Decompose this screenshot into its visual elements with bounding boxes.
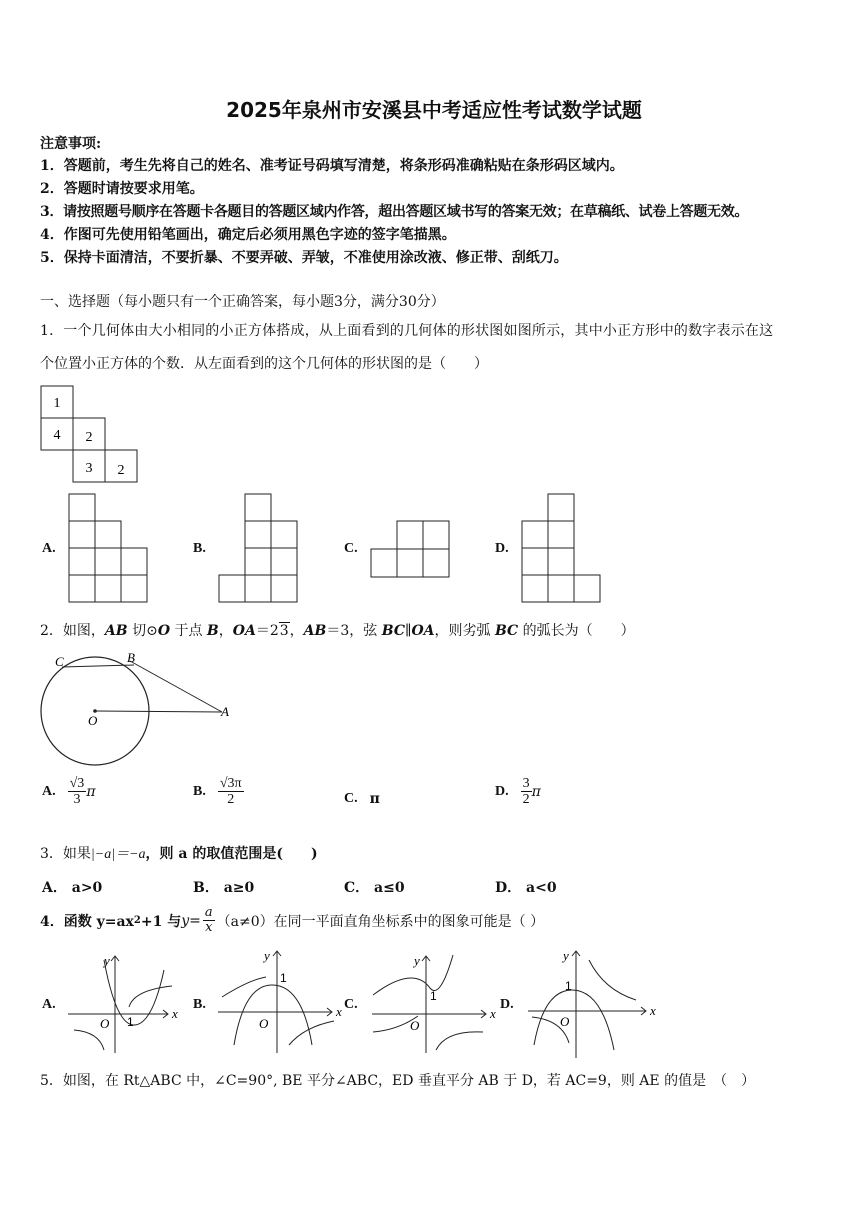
q2-text: 于点 [170, 623, 207, 639]
grid-cell-value: 2 [117, 463, 125, 478]
q2-stem [40, 620, 635, 640]
q4-text: = [189, 912, 201, 929]
q1-line1: 1．一个几何体由大小相同的小正方体搭成，从上面看到的几何体的形状图如图所示，其中小正方形中的数字表示在这 [40, 323, 774, 339]
q4-text: y [181, 912, 190, 929]
notice-item-5: 5．保持卡面清洁，不要折暴、不要弄破、弄皱，不准使用涂改液、修正带、刮纸刀。 [40, 250, 568, 266]
q1-option-d-label[interactable]: D. [495, 541, 509, 556]
q2-sqrt: 3 [279, 623, 289, 639]
q3-text: 3．如果 [40, 846, 91, 862]
q5-stem: 5．如图，在 Rt△ABC 中，∠C=90°, BE 平分∠ABC，ED 垂直平分 AB 于 D，若 AC=9，则 AE 的值是 （ ） [40, 1073, 756, 1089]
point-label-o: O [88, 713, 98, 728]
q4-option-a-graph[interactable] [64, 950, 184, 1055]
option-label: A． [42, 880, 67, 896]
q3-expression: |−a|＝−a [90, 847, 146, 862]
axis-label-y: y [563, 948, 569, 963]
q3-option-d[interactable] [495, 877, 557, 897]
q2-option-fraction [218, 776, 244, 808]
q2-text: 切⊙ [127, 623, 158, 639]
q2-option-label: A. [42, 783, 56, 799]
q2-option-a[interactable] [42, 776, 96, 808]
q2-text: B [206, 623, 219, 639]
q4-option-b-label[interactable]: B. [193, 997, 206, 1012]
axis-label-x: x [490, 1006, 496, 1021]
option-value: a<0 [526, 880, 557, 896]
q2-option-c[interactable] [344, 791, 380, 807]
option-value: a≥0 [223, 880, 255, 896]
tick-label-one: 1 [280, 971, 287, 985]
axis-label-x: x [650, 1003, 656, 1018]
grid-cell-value: 2 [85, 430, 93, 445]
option-value: a>0 [71, 880, 103, 896]
q2-circle-figure [38, 650, 238, 770]
origin-label: O [410, 1018, 420, 1033]
axis-label-x: x [336, 1004, 342, 1019]
fraction-denominator: x [205, 920, 213, 936]
q2-text: 2．如图， [40, 623, 105, 639]
q2-text: ， [289, 623, 304, 639]
q2-option-fraction [68, 776, 87, 808]
q3-stem [40, 843, 318, 863]
grid-cell-value: 3 [85, 461, 93, 476]
q2-text: O [157, 623, 171, 639]
q2-text: ∥ [404, 623, 412, 639]
q1-option-c-label[interactable]: C. [344, 541, 358, 556]
q3-option-b[interactable] [193, 877, 254, 897]
q4-option-b-graph[interactable] [214, 945, 349, 1055]
q4-stem [40, 906, 544, 936]
q2-option-label: D. [495, 783, 509, 799]
q2-text: BC [494, 623, 519, 639]
option-label: B． [193, 880, 219, 896]
q2-text: ＝2 [255, 623, 279, 639]
fraction-numerator: a [204, 905, 213, 920]
page-title: 2025年泉州市安溪县中考适应性考试数学试题 [226, 98, 642, 122]
q4-text: （a≠0）在同一平面直角坐标系中的图象可能是（ ） [216, 913, 545, 930]
q4-sup: 2 [133, 915, 141, 927]
q4-text: +1 与 [140, 913, 182, 930]
q2-text: OA [232, 623, 256, 639]
point-label-c: C [55, 654, 64, 669]
q1-option-a-label[interactable]: A. [42, 541, 56, 556]
section-heading: 一、选择题（每小题只有一个正确答案，每小题3分，满分30分） [40, 294, 445, 310]
q2-option-d[interactable] [495, 776, 541, 808]
q1-option-a-figure[interactable] [68, 493, 150, 603]
fraction-denominator: 3 [73, 792, 81, 808]
q4-option-c-graph[interactable] [368, 950, 503, 1055]
grid-cell-value: 1 [53, 396, 61, 411]
option-label: C． [344, 880, 370, 896]
notice-item-1: 1．答题前，考生先将自己的姓名、准考证号码填写清楚，将条形码准确粘贴在条形码区域内。 [40, 158, 624, 174]
q3-option-a[interactable] [42, 877, 102, 897]
tick-label-one: 1 [565, 979, 572, 993]
q2-option-fraction [521, 776, 532, 808]
q2-text: ＝3，弦 [326, 623, 382, 639]
origin-label: O [259, 1016, 269, 1031]
q2-option-label: C. [344, 791, 358, 806]
fraction-denominator: 2 [227, 792, 235, 808]
q2-text: ，则劣弧 [434, 623, 495, 639]
tick-label-one: 1 [127, 1015, 134, 1029]
q1-option-d-figure[interactable] [521, 493, 603, 603]
option-label: D． [495, 880, 522, 896]
notice-item-4: 4．作图可先使用铅笔画出，确定后必须用黑色字迹的签字笔描黑。 [40, 227, 456, 243]
q2-option-b[interactable] [193, 776, 244, 808]
q1-line2: 个位置小正方体的个数．从左面看到的这个几何体的形状图的是（ ） [40, 356, 488, 372]
point-label-a: A [221, 704, 229, 719]
q2-option-pi: π [86, 783, 96, 800]
option-value: a≤0 [374, 880, 405, 896]
notice-item-2: 2．答题时请按要求用笔。 [40, 181, 204, 197]
fraction-denominator: 2 [522, 792, 530, 808]
q1-option-b-figure[interactable] [218, 493, 300, 603]
q1-option-c-figure[interactable] [370, 520, 452, 580]
q2-text: ， [218, 623, 233, 639]
axis-label-x: x [172, 1006, 178, 1021]
origin-label: O [100, 1016, 110, 1031]
notice-item-3: 3．请按照题号顺序在答题卡各题目的答题区域内作答，超出答题区域书写的答案无效；在草稿纸、试卷上答题无效。 [40, 204, 749, 220]
origin-label: O [560, 1014, 570, 1029]
fraction-numerator: √3 [69, 776, 85, 791]
notice-heading: 注意事项: [40, 136, 102, 152]
q1-top-view-figure [40, 385, 140, 485]
q2-option-label: B. [193, 783, 206, 799]
q4-option-a-label[interactable]: A. [42, 997, 56, 1012]
q4-fraction [203, 906, 215, 936]
q1-option-b-label[interactable]: B. [193, 541, 206, 556]
grid-cell-value: 4 [53, 428, 61, 443]
q2-text: AB [303, 623, 327, 639]
q3-text: ，则 a 的取值范围是( ) [145, 846, 318, 862]
q2-option-pi: π [531, 783, 541, 800]
point-label-b: B [127, 650, 135, 665]
q3-option-c[interactable] [344, 877, 405, 897]
q2-option-value: π [369, 791, 380, 807]
q4-option-d-label[interactable]: D. [500, 997, 514, 1012]
q4-option-c-label[interactable]: C. [344, 997, 358, 1012]
q2-text: BC [381, 623, 405, 639]
q2-text: 的弧长为（ ） [518, 623, 635, 639]
axis-label-y: y [264, 948, 270, 963]
tick-label-one: 1 [430, 989, 437, 1003]
axis-label-y: y [414, 953, 420, 968]
q4-text: 4．函数 y=ax [40, 913, 134, 930]
q4-option-d-graph[interactable] [524, 945, 664, 1060]
q2-text: OA [411, 623, 435, 639]
q2-text: AB [104, 623, 128, 639]
fraction-numerator: 3 [522, 776, 530, 791]
axis-label-y: y [104, 953, 110, 968]
fraction-numerator: √3π [219, 776, 242, 791]
